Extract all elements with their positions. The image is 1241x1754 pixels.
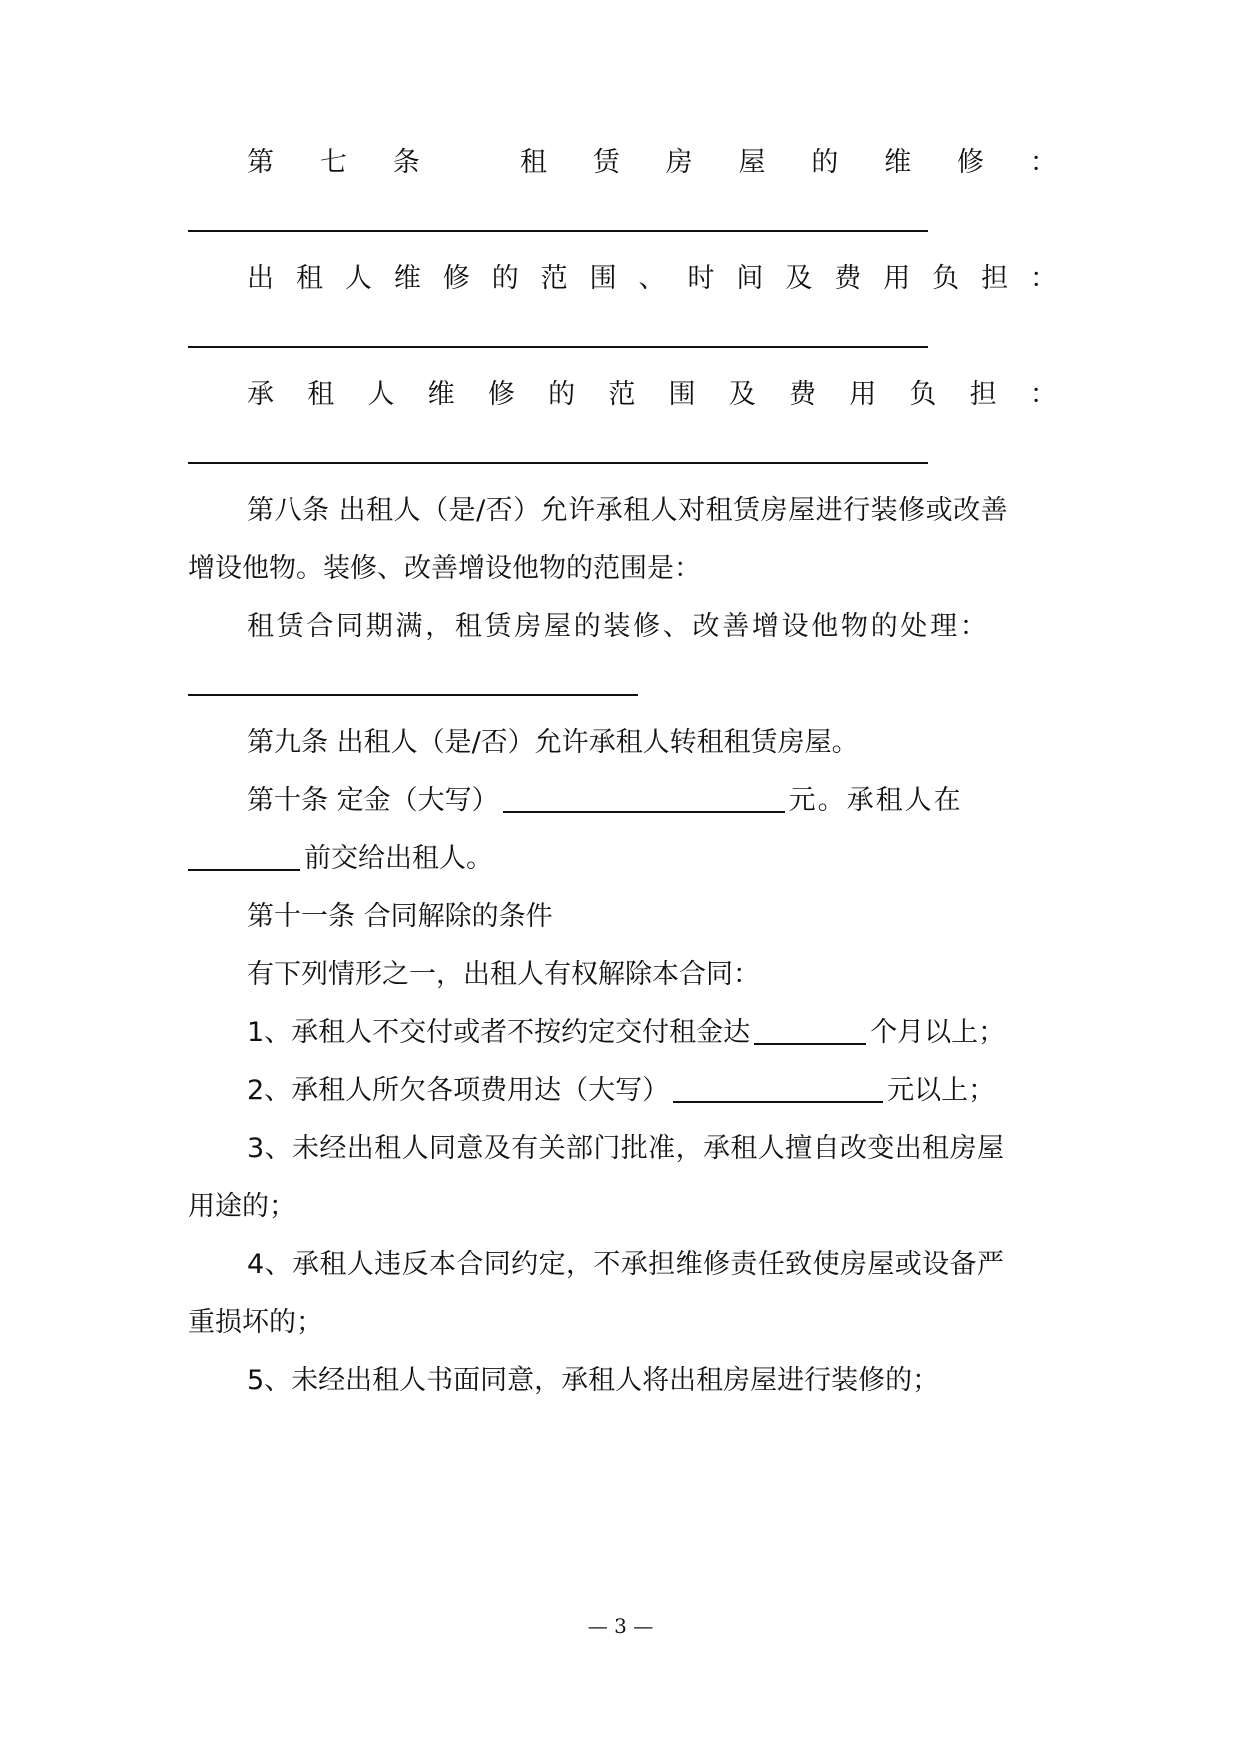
char: 、 <box>638 263 666 294</box>
article8-line1: 第八条 出租人（是/否）允许承租人对租赁房屋进行装修或改善 <box>247 495 1009 526</box>
char: 承 <box>247 379 274 410</box>
char: 维 <box>393 263 421 294</box>
char: 及 <box>728 379 756 410</box>
deposit-amount-blank <box>503 785 785 813</box>
char: 赁 <box>592 147 620 178</box>
article11-item3-line2: 用途的； <box>188 1191 296 1222</box>
char: 范 <box>540 263 568 294</box>
article11-title: 第十一条 合同解除的条件 <box>247 901 553 932</box>
char: 及 <box>785 263 813 294</box>
char: 出 <box>247 263 274 294</box>
article7-lessor-repair <box>247 259 1057 299</box>
article7-title <box>247 143 1057 183</box>
char: 围 <box>589 263 617 294</box>
char: 担 <box>969 379 997 410</box>
page-number: — 3 — <box>587 1614 654 1638</box>
char: 屋 <box>738 147 766 178</box>
char: 费 <box>834 263 862 294</box>
article7-lessee-repair <box>247 375 1057 415</box>
char: 费 <box>788 379 816 410</box>
char: 的 <box>491 263 519 294</box>
deposit-date-blank <box>188 843 300 871</box>
char: 维 <box>884 147 912 178</box>
article11-intro: 有下列情形之一，出租人有权解除本合同： <box>247 959 760 990</box>
char: 间 <box>736 263 764 294</box>
char: 负 <box>909 379 937 410</box>
char: 租 <box>295 263 323 294</box>
blank-line <box>188 230 928 232</box>
fees-amount-blank <box>673 1075 883 1103</box>
char: 租 <box>307 379 335 410</box>
article10-suffix: 前交给出租人。 <box>304 843 493 874</box>
char <box>466 143 475 183</box>
char: 维 <box>427 379 455 410</box>
article10-line1 <box>247 781 963 821</box>
char: ： <box>1029 147 1057 178</box>
char: 修 <box>487 379 515 410</box>
item1-text: 1、承租人不交付或者不按约定交付租金达 <box>247 1017 751 1048</box>
item2-suffix: 元以上； <box>887 1075 996 1106</box>
char: 条 <box>392 147 420 178</box>
char: 房 <box>665 147 693 178</box>
item2-text: 2、承租人所欠各项费用达（大写） <box>247 1075 670 1106</box>
char: 租 <box>519 147 547 178</box>
blank-line <box>188 346 928 348</box>
blank-line <box>188 694 638 696</box>
item1-suffix: 个月以上； <box>870 1017 1006 1048</box>
char: 围 <box>668 379 696 410</box>
char: 修 <box>957 147 985 178</box>
months-blank <box>754 1017 866 1045</box>
article9-text: 第九条 出租人（是/否）允许承租人转租租赁房屋。 <box>247 727 859 758</box>
article11-item4-line2: 重损坏的； <box>188 1307 323 1338</box>
article11-item5: 5、未经出租人书面同意，承租人将出租房屋进行装修的； <box>247 1365 940 1396</box>
char: 修 <box>442 263 470 294</box>
char: 人 <box>367 379 395 410</box>
article8-line3: 租赁合同期满，租赁房屋的装修、改善增设他物的处理： <box>247 611 990 642</box>
char: 担 <box>981 263 1009 294</box>
char: 的 <box>811 147 839 178</box>
article11-item4-line1: 4、承租人违反本合同约定，不承担维修责任致使房屋或设备严 <box>247 1249 1005 1280</box>
article11-item1 <box>247 1013 1005 1053</box>
article10-mid: 元。承租人在 <box>788 785 963 816</box>
char: 时 <box>687 263 715 294</box>
article10-line2 <box>188 839 493 879</box>
char: 第 <box>247 147 274 178</box>
article10-prefix: 第十条 定金（大写） <box>247 785 499 816</box>
char: 七 <box>319 147 347 178</box>
char: 用 <box>849 379 877 410</box>
article11-item3-line1: 3、未经出租人同意及有关部门批准，承租人擅自改变出租房屋 <box>247 1133 1005 1164</box>
char: 范 <box>608 379 636 410</box>
char: 用 <box>883 263 911 294</box>
char: 人 <box>344 263 372 294</box>
char: 的 <box>548 379 576 410</box>
blank-line <box>188 462 928 464</box>
article11-item2 <box>247 1071 995 1111</box>
char: ： <box>1030 263 1057 294</box>
char: ： <box>1029 379 1057 410</box>
article8-line2: 增设他物。装修、改善增设他物的范围是： <box>188 553 701 584</box>
char: 负 <box>932 263 960 294</box>
